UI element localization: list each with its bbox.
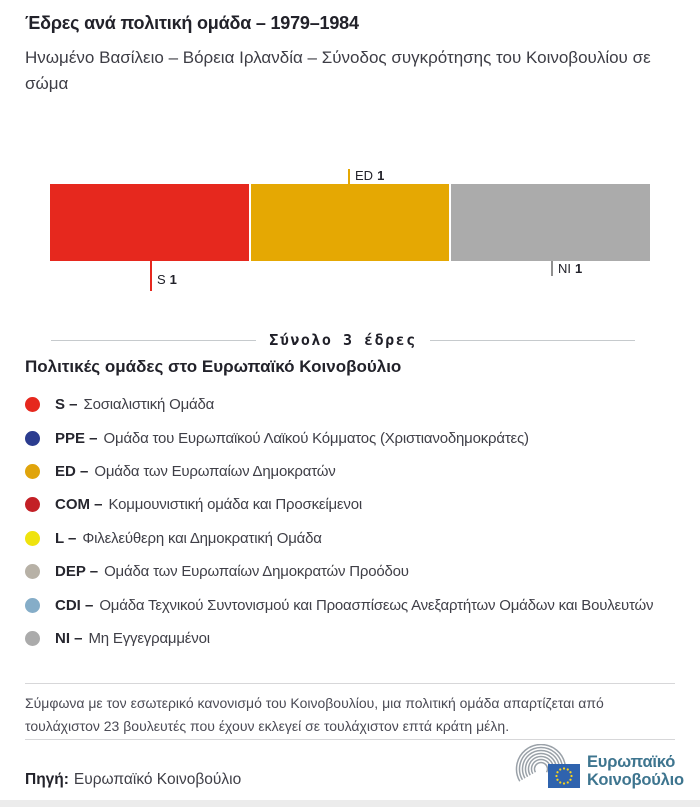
ni-color-dot	[25, 631, 40, 646]
ed-group-code: ED	[355, 168, 374, 183]
logo-wordmark-line2: Κοινοβούλιο	[587, 770, 684, 789]
footnote-divider-top	[25, 683, 675, 684]
legend-item-l	[25, 522, 685, 555]
legend-item-dep	[25, 555, 685, 588]
ed-callout-label	[355, 168, 384, 183]
dep-color-dot	[25, 564, 40, 579]
legend-list	[25, 388, 685, 655]
legend-name: Μη Εγγεγραμμένοι	[88, 629, 210, 647]
ed-color-dot	[25, 464, 40, 479]
legend-code: S –	[55, 396, 78, 414]
legend-name: Φιλελεύθερη και Δημοκρατική Ομάδα	[82, 529, 322, 547]
ni-group-code: NI	[558, 261, 571, 276]
logo-wordmark-line1: Ευρωπαϊκό	[587, 753, 676, 771]
page-title: Έδρες ανά πολιτική ομάδα – 1979–1984	[25, 13, 359, 33]
source-line	[25, 771, 241, 789]
legend-code: NI –	[55, 629, 83, 647]
seats-stacked-bar	[50, 184, 650, 261]
legend-item-ppe	[25, 421, 685, 454]
ed-callout-tick	[348, 169, 350, 184]
legend-code: PPE –	[55, 429, 98, 447]
legend-code: COM –	[55, 496, 103, 514]
bar-segment-s[interactable]	[50, 184, 249, 261]
legend-heading: Πολιτικές ομάδες στο Ευρωπαϊκό Κοινοβούλιο	[25, 357, 402, 376]
s-color-dot	[25, 397, 40, 412]
divider-line-left	[51, 340, 256, 341]
s-group-code: S	[157, 272, 166, 287]
s-seat-count: 1	[169, 272, 177, 287]
com-color-dot	[25, 497, 40, 512]
ppe-color-dot	[25, 431, 40, 446]
ed-seat-count: 1	[377, 168, 385, 183]
total-seats-divider	[51, 331, 635, 349]
legend-name: Σοσιαλιστική Ομάδα	[83, 396, 215, 414]
legend-name: Ομάδα των Ευρωπαίων Δημοκρατών Προόδου	[104, 563, 409, 581]
ni-seat-count: 1	[575, 261, 583, 276]
source-value: Ευρωπαϊκό Κοινοβούλιο	[73, 771, 242, 788]
l-color-dot	[25, 531, 40, 546]
legend-name: Κομμουνιστική ομάδα και Προσκείμενοι	[108, 496, 362, 514]
legend-item-ni	[25, 622, 685, 655]
legend-name: Ομάδα του Ευρωπαϊκού Λαϊκού Κόμματος (Χριστιανοδημοκράτες)	[103, 429, 529, 447]
s-callout-tick	[150, 261, 152, 291]
legend-code: ED –	[55, 462, 89, 480]
s-callout-label	[157, 272, 177, 287]
legend-code: L –	[55, 529, 77, 547]
legend-code: DEP –	[55, 563, 99, 581]
divider-line-right	[430, 340, 635, 341]
legend-item-cdi	[25, 588, 685, 621]
total-seats-label: Σύνολο 3 έδρες	[269, 331, 417, 349]
european-parliament-logo	[511, 744, 689, 798]
footnote-text: Σύμφωνα με τον εσωτερικό κανονισμό του Κοινοβουλίου, μια πολιτική ομάδα απαρτίζεται από τουλάχιστον 23 βουλευτές που έχουν εκλεγεί σε τουλάχιστον επτά κράτη μέλη.	[25, 695, 604, 734]
logo-wordmark	[587, 744, 684, 798]
source-label: Πηγή:	[25, 771, 69, 788]
ni-callout-tick	[551, 261, 553, 276]
legend-item-com	[25, 488, 685, 521]
ni-callout-label	[558, 261, 582, 276]
bottom-edge-strip	[0, 800, 700, 807]
legend-name: Ομάδα Τεχνικού Συντονισμού και Προασπίσεως Ανεξαρτήτων Ομάδων και Βουλευτών	[99, 596, 654, 614]
bar-segment-ed[interactable]	[251, 184, 450, 261]
footnote-divider-bottom	[25, 739, 675, 740]
bar-segment-ni[interactable]	[451, 184, 650, 261]
page-subtitle: Ηνωμένο Βασίλειο – Βόρεια Ιρλανδία – Σύνοδος συγκρότησης του Κοινοβουλίου σε σώμα	[25, 48, 651, 93]
cdi-color-dot	[25, 598, 40, 613]
legend-item-ed	[25, 455, 685, 488]
legend-name: Ομάδα των Ευρωπαίων Δημοκρατών	[94, 462, 336, 480]
legend-item-s	[25, 388, 685, 421]
legend-code: CDI –	[55, 596, 94, 614]
hemicycle-eu-flag-icon	[511, 744, 583, 796]
